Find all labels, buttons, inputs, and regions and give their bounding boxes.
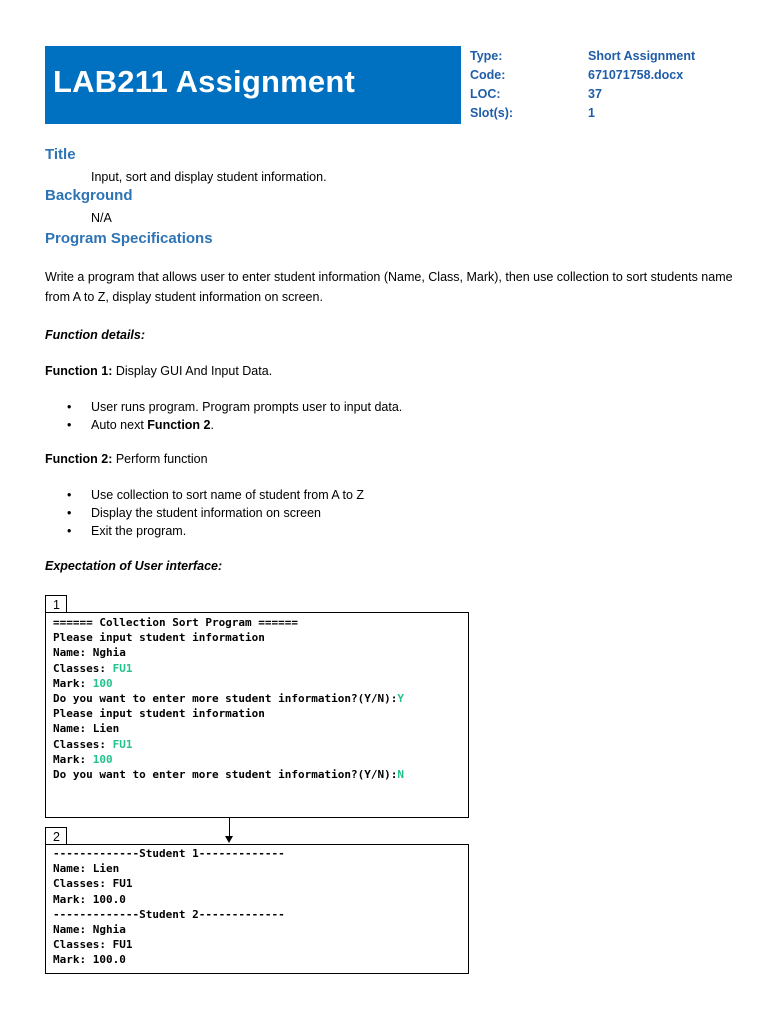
console-screen-1: [45, 612, 469, 818]
meta-row-loc: [470, 87, 730, 106]
console-line: Name: Nghia: [53, 922, 126, 936]
console-line: Mark: 100.0: [53, 892, 126, 906]
document-title: LAB211 Assignment: [53, 64, 356, 99]
console-screen-2: [45, 844, 469, 974]
console-line: -------------Student 1-------------: [53, 847, 285, 860]
console-line: Do you want to enter more student information?(Y/N):Y: [53, 691, 404, 705]
console-line: Please input student information: [53, 631, 265, 645]
function-1-list: [45, 398, 402, 434]
meta-key: Slot(s):: [470, 106, 514, 120]
title-text: Input, sort and display student information.: [91, 170, 327, 184]
console-line: Classes: FU1: [53, 737, 133, 751]
function-1-label: Function 1:: [45, 364, 113, 378]
function-2-line: [45, 452, 208, 466]
list-item: • Use collection to sort name of student from A to Z: [45, 486, 364, 504]
console-line: Please input student information: [53, 707, 265, 721]
specifications-text: Write a program that allows user to enter student information (Name, Class, Mark), then use collection to sort students name from A to Z, display student information on screen.: [45, 270, 733, 304]
meta-key: Type:: [470, 49, 503, 63]
title-heading: Title: [45, 146, 76, 163]
assignment-meta: [470, 49, 730, 125]
meta-row-code: [470, 68, 730, 87]
ui-expectation-label: Expectation of User interface:: [45, 559, 223, 573]
console-line: ====== Collection Sort Program ======: [53, 616, 299, 629]
list-item: • Display the student information on screen: [45, 504, 364, 522]
meta-value: 671071758.docx: [588, 68, 684, 82]
list-item: • Exit the program.: [45, 522, 364, 540]
console-line: Mark: 100.0: [53, 953, 126, 967]
console-line: Name: Nghia: [53, 646, 126, 660]
console-line: Do you want to enter more student information?(Y/N):N: [53, 767, 404, 781]
meta-row-slots: [470, 106, 730, 125]
function-details-label: Function details:: [45, 328, 145, 342]
console-line: Name: Lien: [53, 722, 120, 736]
console-line: Name: Lien: [53, 862, 120, 876]
list-item: • Auto next Function 2.: [45, 416, 402, 434]
function-1-text: Display GUI And Input Data.: [112, 364, 273, 378]
list-item: • User runs program. Program prompts user to input data.: [45, 398, 402, 416]
meta-value: 1: [588, 106, 595, 120]
function-2-label: Function 2:: [45, 452, 113, 466]
function-2-list: [45, 486, 364, 540]
console-line: -------------Student 2-------------: [53, 907, 285, 921]
background-heading: Background: [45, 187, 133, 204]
function-2-text: Perform function: [112, 452, 208, 466]
console-line: Classes: FU1: [53, 938, 133, 952]
console-line: Classes: FU1: [53, 661, 133, 675]
meta-value: Short Assignment: [588, 49, 696, 63]
console-line: Mark: 100: [53, 676, 113, 690]
meta-value: 37: [588, 87, 602, 101]
meta-row-type: [470, 49, 730, 68]
screen-1-tag: 1: [45, 595, 67, 613]
title-banner: [45, 46, 461, 124]
arrow-down-icon: [225, 836, 233, 843]
meta-key: LOC:: [470, 87, 501, 101]
function-1-line: [45, 364, 272, 378]
meta-key: Code:: [470, 68, 506, 82]
console-line: Classes: FU1: [53, 877, 133, 891]
background-text: N/A: [91, 211, 112, 225]
screen-2-tag: 2: [45, 827, 67, 845]
program-specifications-heading: Program Specifications: [45, 230, 213, 247]
console-line: Mark: 100: [53, 752, 113, 766]
